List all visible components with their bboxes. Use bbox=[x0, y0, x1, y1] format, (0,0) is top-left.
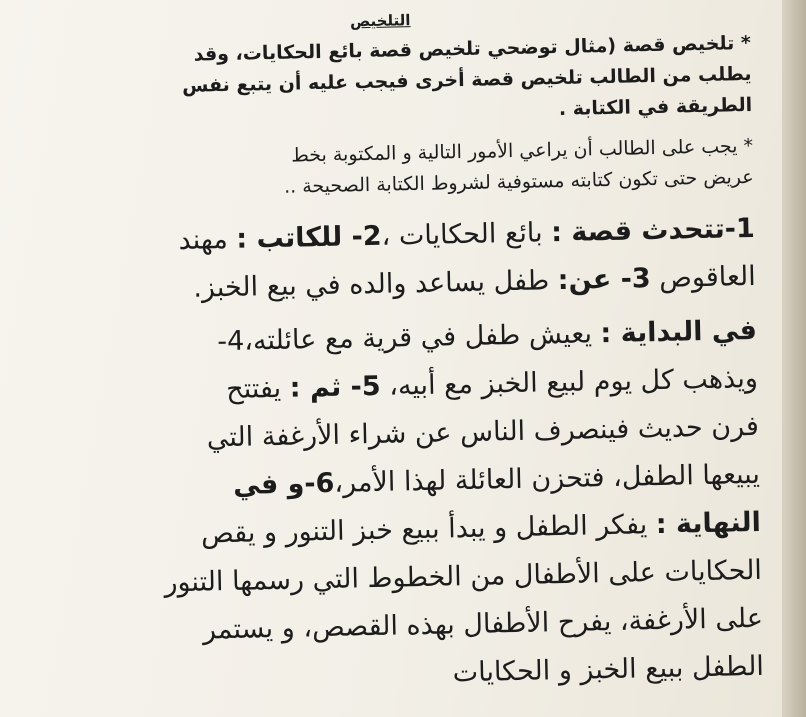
summary-label: 6-و في bbox=[232, 467, 335, 501]
summary-label: 5- ثم : bbox=[289, 370, 381, 404]
summary-text: يعيش طفل في قرية مع عائلته،4- bbox=[216, 318, 601, 358]
background-edge bbox=[782, 0, 806, 717]
summary-label: 3- عن: bbox=[557, 263, 651, 297]
summary-text: مهند bbox=[178, 223, 237, 257]
intro-line: * تلخيص قصة (مثال توضحي تلخيص قصة بائع الحكايات، وقد bbox=[193, 31, 752, 66]
summary-line-10: الطفل ببيع الخبز و الحكايات bbox=[452, 650, 765, 689]
summary-text: يفكر الطفل و يبدأ ببيع خبز التنور و يقص bbox=[200, 509, 657, 550]
intro-line: يطلب من الطالب تلخيص قصة أخرى فيجب عليه أن يتبع نفس bbox=[181, 62, 752, 97]
rule-line: عريض حتى تكون كتابته مستوفية لشروط الكتابة الصحيحة .. bbox=[283, 165, 754, 198]
summary-label: 1-تتحدث قصة : bbox=[550, 212, 756, 249]
intro-paragraph bbox=[71, 28, 753, 135]
rule-line: * يجب على الطالب أن يراعي الأمور التالية و المكتوبة بخط bbox=[291, 134, 754, 167]
rule-paragraph bbox=[73, 131, 754, 207]
summary-text: ويذهب كل يوم لبيع الخبز مع أبيه، bbox=[380, 362, 759, 402]
intro-line: الطريقة في الكتابة . bbox=[558, 93, 753, 121]
summary-line-5: فرن حديث فينصرف الناس عن شراء الأرغفة التي bbox=[206, 410, 760, 454]
summary-text: يبيعها الطفل، فتحزن العائلة لهذا الأمر، bbox=[334, 458, 761, 499]
summary-text: طفل يساعد والده في بيع الخبز. bbox=[192, 265, 559, 304]
summary-text: العاقوص bbox=[650, 260, 757, 295]
summary-text: بائع الحكايات ، bbox=[381, 217, 552, 252]
summary-line-9: على الأرغفة، يفرح الأطفال بهذه القصص، و يستمر bbox=[202, 602, 764, 646]
summary-label: النهاية : bbox=[655, 506, 762, 541]
document-title: التلخيص bbox=[349, 11, 411, 31]
summary-label: 2- للكاتب : bbox=[236, 220, 382, 255]
summary-label: في البداية : bbox=[600, 314, 758, 350]
summary-text: يفتتح bbox=[225, 372, 291, 406]
summary-line-8: الحكايات على الأطفال من الخطوط التي رسمها التنور bbox=[164, 554, 763, 599]
document-body bbox=[70, 4, 764, 705]
